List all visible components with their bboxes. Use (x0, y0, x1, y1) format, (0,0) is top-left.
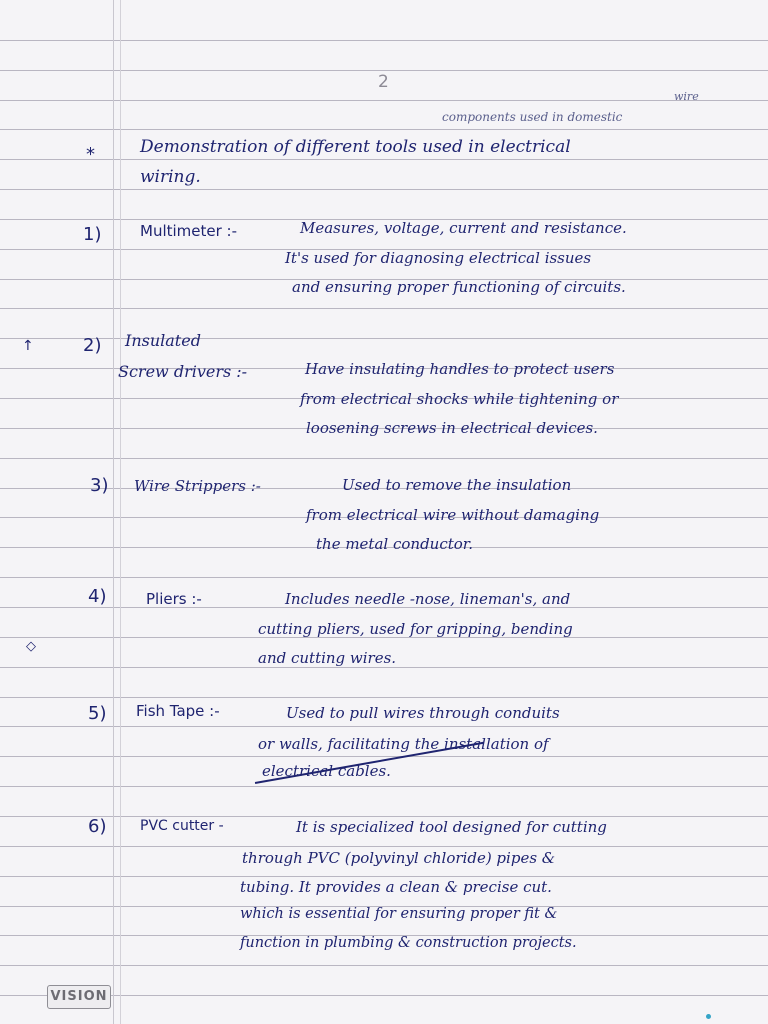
ruled-line (0, 577, 768, 578)
heading-line-2: wiring. (140, 167, 201, 187)
page-number: 2 (378, 72, 389, 92)
item-line: and ensuring proper functioning of circuits. (292, 278, 626, 296)
item-term: Pliers :- (146, 590, 202, 608)
item-number: 5) (88, 703, 107, 724)
item-line: the metal conductor. (316, 535, 474, 553)
margin-line (120, 0, 121, 1024)
heading-line-1: Demonstration of different tools used in electrical (140, 137, 571, 157)
item-line: from electrical shocks while tightening or (300, 390, 619, 408)
ruled-line (0, 846, 768, 847)
notebook-brand-logo: VISION (47, 985, 111, 1009)
ruled-line (0, 70, 768, 71)
item-term-line-1: Insulated (125, 331, 201, 350)
item-term: Multimeter :- (140, 222, 238, 240)
heading-insert-word: wire (674, 90, 699, 103)
ruled-line (0, 786, 768, 787)
item-number: 4) (88, 586, 107, 607)
item-line: electrical cables. (262, 762, 391, 780)
ruled-line (0, 308, 768, 309)
heading-bullet: * (86, 144, 95, 165)
item-term: PVC cutter - (140, 818, 224, 834)
ruled-line (0, 876, 768, 877)
item-line: Used to pull wires through conduits (286, 704, 560, 722)
ruled-line (0, 338, 768, 339)
item-number: 1) (83, 224, 102, 245)
ruled-line (0, 965, 768, 966)
item-line: which is essential for ensuring proper fit & (240, 906, 558, 922)
scanner-watermark-icon (706, 1014, 711, 1019)
item-line: Measures, voltage, current and resistance. (300, 219, 627, 237)
ruled-line (0, 100, 768, 101)
heading-insert-text: components used in domestic (442, 110, 623, 124)
item-term: Screw drivers :- (118, 362, 248, 381)
item-line: It is specialized tool designed for cutting (296, 818, 607, 836)
ruled-line (0, 40, 768, 41)
margin-mark-icon: ◇ (26, 639, 36, 654)
item-number: 3) (90, 475, 109, 496)
item-line: Have insulating handles to protect users (305, 360, 615, 378)
ruled-line (0, 667, 768, 668)
item-line: Used to remove the insulation (342, 476, 572, 494)
item-line: through PVC (polyvinyl chloride) pipes & (242, 849, 556, 867)
item-number: 2) (83, 335, 102, 356)
ruled-line (0, 816, 768, 817)
margin-line (113, 0, 114, 1024)
item-line: It's used for diagnosing electrical issues (285, 249, 592, 267)
ruled-line (0, 189, 768, 190)
item-line: cutting pliers, used for gripping, bending (258, 620, 573, 638)
ruled-line (0, 726, 768, 727)
item-line: from electrical wire without damaging (306, 506, 600, 524)
ruled-line (0, 995, 768, 996)
ruled-line (0, 458, 768, 459)
item-line: and cutting wires. (258, 649, 397, 667)
item-number: 6) (88, 816, 107, 837)
item-line: Includes needle -nose, lineman's, and (285, 590, 571, 608)
ruled-line (0, 756, 768, 757)
arrow-mark-icon: ↑ (22, 338, 34, 354)
item-line: loosening screws in electrical devices. (306, 419, 598, 437)
item-term: Wire Strippers :- (134, 477, 261, 495)
ruled-line (0, 697, 768, 698)
item-term: Fish Tape :- (136, 702, 220, 720)
item-line: tubing. It provides a clean & precise cut. (240, 878, 552, 896)
ruled-line (0, 159, 768, 160)
item-line: or walls, facilitating the installation of (258, 735, 549, 753)
item-line: function in plumbing & construction projects. (240, 935, 577, 951)
ruled-line (0, 129, 768, 130)
